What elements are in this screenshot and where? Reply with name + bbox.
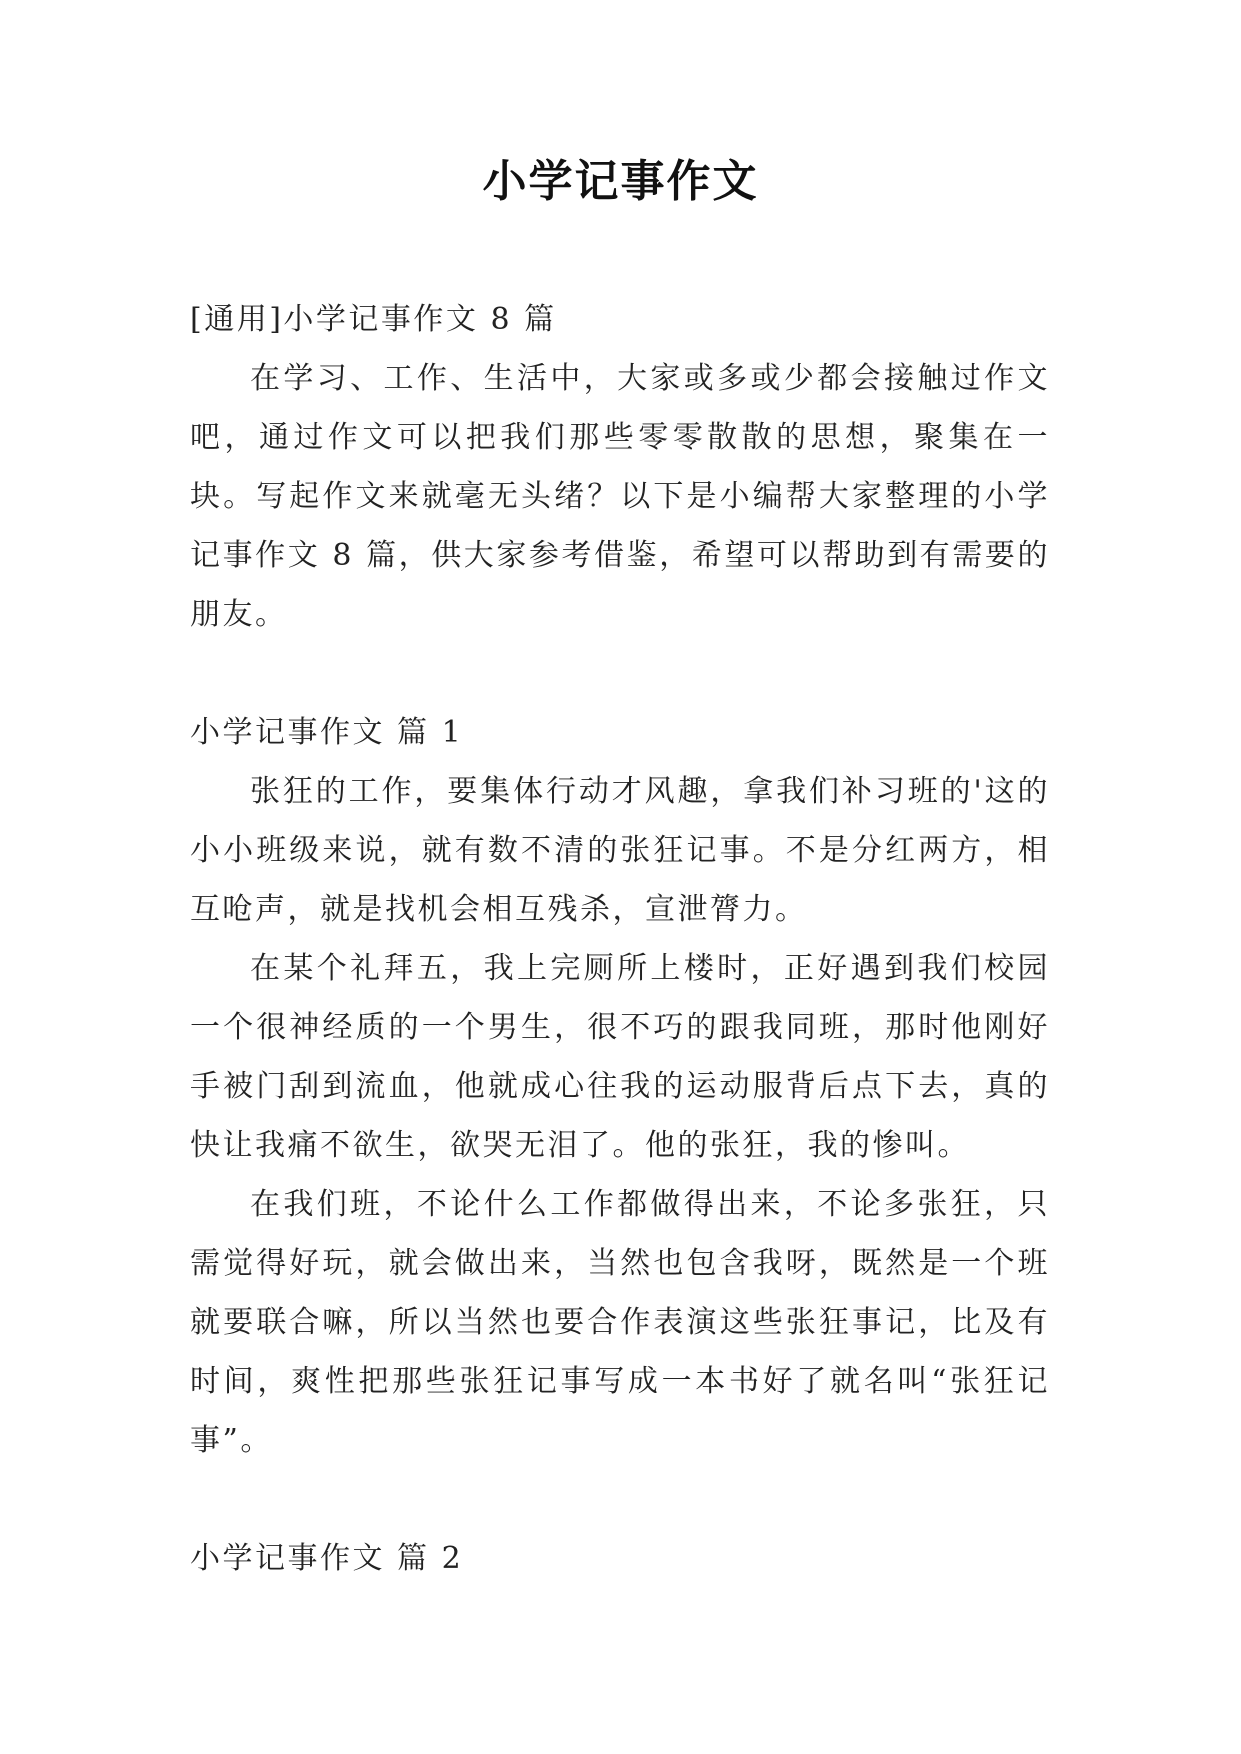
section-1-paragraph-3: 在我们班，不论什么工作都做得出来，不论多张狂，只需觉得好玩，就会做出来，当然也包含我呀，既然是一个班就要联合嘛，所以当然也要合作表演这些张狂事记，比及有时间，爽性把那些张狂记事写成一本书好了就名叫“张狂记事”。 <box>190 1187 1050 1458</box>
section-heading-2: 小学记事作文 篇 2 <box>190 1541 464 1576</box>
document-title: 小学记事作文 <box>482 156 759 207</box>
intro-paragraph: 在学习、工作、生活中，大家或多或少都会接触过作文吧，通过作文可以把我们那些零零散散的思想，聚集在一块。写起作文来就毫无头绪？以下是小编帮大家整理的小学记事作文 8 篇，供大家参考借鉴，希望可以帮助到有需要的朋友。 <box>190 361 1050 632</box>
section-1-paragraph-1: 张狂的工作，要集体行动才风趣，拿我们补习班的'这的小小班级来说，就有数不清的张狂记事。不是分红两方，相互呛声，就是找机会相互残杀，宣泄膂力。 <box>190 774 1050 927</box>
document-body <box>190 290 1050 1588</box>
document-subtitle: [通用]小学记事作文 8 篇 <box>190 302 557 337</box>
section-1-paragraph-2: 在某个礼拜五，我上完厕所上楼时，正好遇到我们校园一个很神经质的一个男生，很不巧的跟我同班，那时他刚好手被门刮到流血，他就成心往我的运动服背后点下去，真的快让我痛不欲生，欲哭无泪了。他的张狂，我的惨叫。 <box>190 951 1050 1163</box>
section-heading-1: 小学记事作文 篇 1 <box>190 715 464 750</box>
